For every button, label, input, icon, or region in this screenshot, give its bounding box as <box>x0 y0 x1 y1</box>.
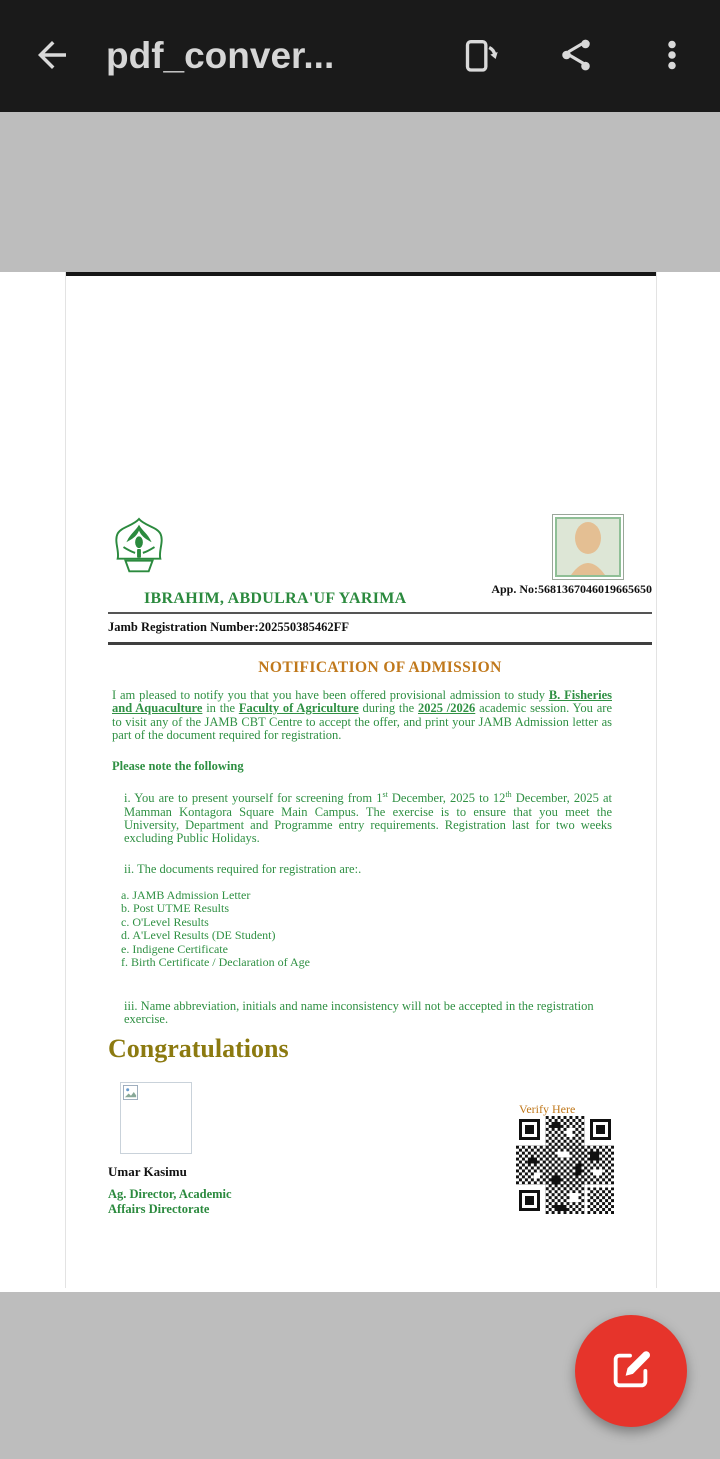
documents-required-heading: ii. The documents required for registration are:. <box>124 862 362 876</box>
broken-image-icon <box>123 1085 138 1105</box>
congratulations-text: Congratulations <box>108 1034 289 1063</box>
list-item: c. O'Level Results <box>121 914 209 929</box>
list-item: e. Indigene Certificate <box>121 941 228 956</box>
back-arrow-icon <box>31 34 73 79</box>
course-of-study: B. Fisheries and Aquaculture <box>112 688 612 716</box>
documents-list <box>121 889 310 969</box>
signatory-name: Umar Kasimu <box>108 1164 187 1179</box>
verify-here-label[interactable]: Verify Here <box>519 1102 576 1116</box>
viewer-background-top <box>0 112 720 272</box>
academic-session: 2025 /2026 <box>418 701 476 716</box>
document-title: pdf_conver... <box>106 35 335 76</box>
back-button[interactable] <box>24 28 80 84</box>
share-button[interactable] <box>548 28 604 84</box>
overflow-menu-button[interactable] <box>644 28 700 84</box>
qr-code <box>516 1116 614 1214</box>
jamb-registration-number: Jamb Registration Number:202550385462FF <box>108 620 349 634</box>
note-heading: Please note the following <box>112 759 244 773</box>
applicant-photo <box>552 514 624 580</box>
name-consistency-note: iii. Name abbreviation, initials and name inconsistency will not be accepted in the registration exercise. <box>124 999 594 1027</box>
screening-instruction: i. You are to present yourself for screening from 1st December, 2025 to 12th December, 2025 at Mamman Kontagora Square Main Campus. The exercise is to ensure that you meet the University, Department and Programme entry requirements. Registration last for two weeks excluding Public Holidays. <box>124 790 612 846</box>
edit-fab[interactable] <box>575 1315 687 1427</box>
share-icon <box>557 36 595 77</box>
edit-icon <box>608 1347 654 1396</box>
pdf-viewport[interactable] <box>0 272 720 1292</box>
list-item: d. A'Level Results (DE Student) <box>121 928 276 943</box>
app-bar-actions <box>452 28 700 84</box>
rotate-device-icon <box>460 35 500 78</box>
list-item: a. JAMB Admission Letter <box>121 888 251 902</box>
signatory-title: Ag. Director, Academic Affairs Directorate <box>108 1187 232 1216</box>
faculty: Faculty of Agriculture <box>238 701 359 716</box>
university-logo-icon <box>108 516 170 582</box>
list-item: b. Post UTME Results <box>121 901 230 916</box>
divider-top <box>108 612 652 614</box>
divider-bottom <box>108 642 652 645</box>
student-name: IBRAHIM, ABDULRA'UF YARIMA <box>144 590 407 607</box>
app-bar <box>0 0 720 112</box>
signature-image-placeholder <box>120 1082 192 1154</box>
pdf-page <box>66 272 656 1288</box>
notification-heading: NOTIFICATION OF ADMISSION <box>258 659 502 676</box>
application-number: App. No:5681367046019665650 <box>491 582 652 596</box>
list-item: f. Birth Certificate / Declaration of Age <box>121 955 310 970</box>
more-vert-icon <box>654 37 690 76</box>
intro-paragraph: I am pleased to notify you that you have been offered provisional admission to study B. Fisheries and Aquaculture in the Faculty of Agriculture during the 2025 /2026 academic session. You are to visit any of the JAMB CBT Centre to accept the offer, and print your JAMB Admission letter as part of the document required for registration. <box>112 688 612 743</box>
intro-text: I am pleased to notify you that you have been offered provisional admission to study <box>112 688 549 702</box>
rotate-device-button[interactable] <box>452 28 508 84</box>
